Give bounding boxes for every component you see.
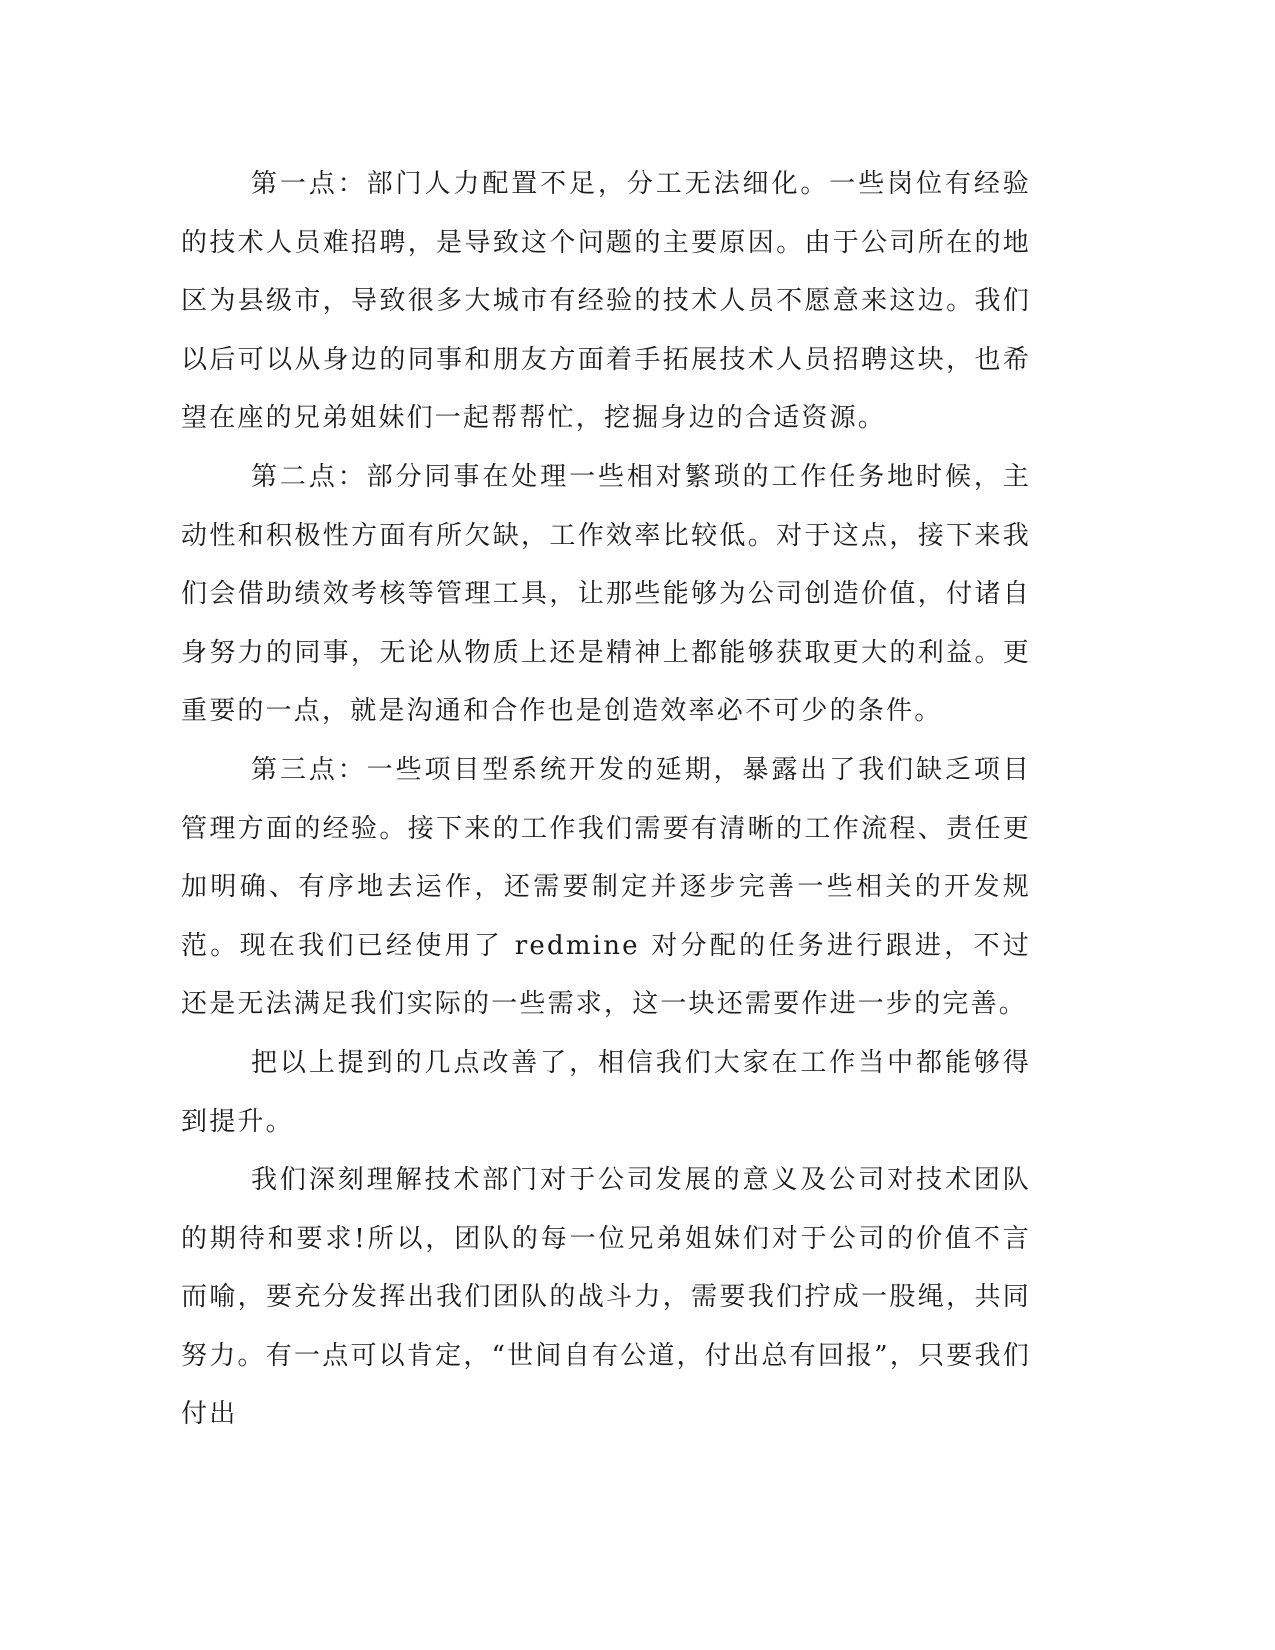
paragraph-point-three: 第三点：一些项目型系统开发的延期，暴露出了我们缺乏项目管理方面的经验。接下来的工作我们需要有清晰的工作流程、责任更加明确、有序地去运作，还需要制定并逐步完善一些相关的开发规范。现在我们已经使用了 redmine 对分配的任务进行跟进，不过还是无法满足我们实际的一些需求，这一块还需要作进一步的完善。 xyxy=(181,754,1031,1020)
document-body xyxy=(181,155,1031,1444)
paragraph-point-two: 第二点：部分同事在处理一些相对繁琐的工作任务地时候，主动性和积极性方面有所欠缺，工作效率比较低。对于这点，接下来我们会借助绩效考核等管理工具，让那些能够为公司创造价值，付诸自身努力的同事，无论从物质上还是精神上都能够获取更大的利益。更重要的一点，就是沟通和合作也是创造效率必不可少的条件。 xyxy=(181,461,1031,727)
paragraph-improvement: 把以上提到的几点改善了，相信我们大家在工作当中都能够得到提升。 xyxy=(181,1047,1031,1137)
paragraph-point-one: 第一点：部门人力配置不足，分工无法细化。一些岗位有经验的技术人员难招聘，是导致这个问题的主要原因。由于公司所在的地区为县级市，导致很多大城市有经验的技术人员不愿意来这边。我们以后可以从身边的同事和朋友方面着手拓展技术人员招聘这块，也希望在座的兄弟姐妹们一起帮帮忙，挖掘身边的合适资源。 xyxy=(181,169,1031,434)
paragraph-team-value: 我们深刻理解技术部门对于公司发展的意义及公司对技术团队的期待和要求!所以，团队的每一位兄弟姐妹们对于公司的价值不言而喻，要充分发挥出我们团队的战斗力，需要我们拧成一股绳，共同努力。有一点可以肯定，“世间自有公道，付出总有回报”，只要我们付出 xyxy=(181,1165,1031,1430)
